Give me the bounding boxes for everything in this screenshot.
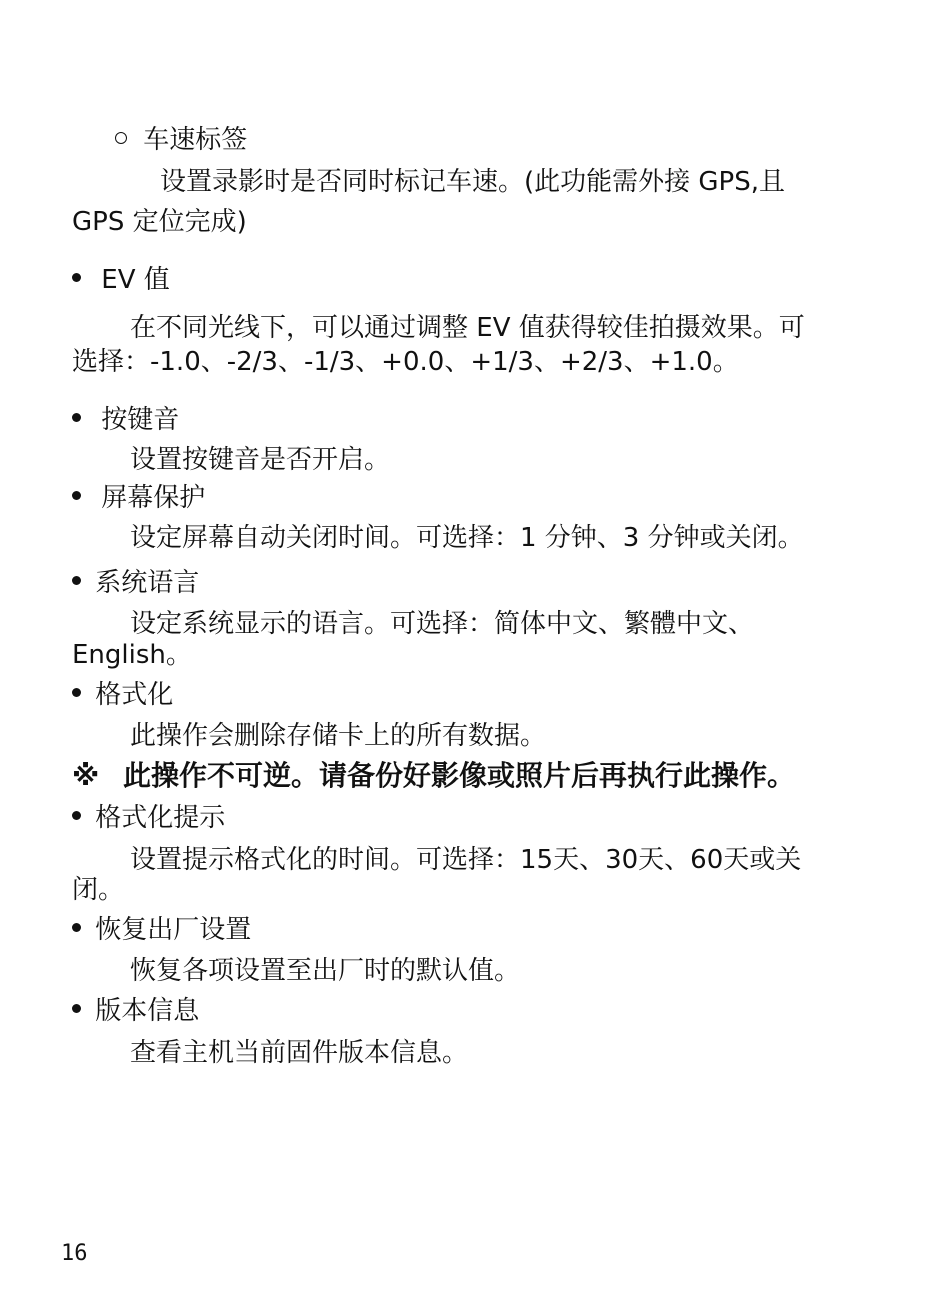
bullet-icon	[72, 576, 81, 585]
section-ev	[72, 264, 170, 296]
key-tone-desc: 设置按键音是否开启。	[130, 445, 391, 475]
format-warning	[72, 760, 795, 792]
version-title: 版本信息	[95, 996, 200, 1026]
section-key-tone	[72, 404, 179, 436]
bullet-icon	[72, 811, 81, 820]
sub-item-speed-label	[115, 124, 247, 156]
factory-reset-desc: 恢复各项设置至出厂时的默认值。	[130, 956, 521, 986]
hollow-bullet-icon	[115, 132, 127, 144]
factory-reset-title: 恢复出厂设置	[95, 915, 252, 945]
ev-title: EV 值	[101, 265, 170, 295]
bullet-icon	[72, 413, 81, 422]
reference-mark-icon: ※	[72, 759, 100, 792]
format-title: 格式化	[95, 680, 174, 710]
speed-label-desc-line1: 设置录影时是否同时标记车速。(此功能需外接 GPS,且	[160, 167, 786, 197]
language-title: 系统语言	[95, 568, 200, 598]
bullet-icon	[72, 923, 81, 932]
section-format-reminder	[72, 802, 225, 834]
section-version	[72, 995, 199, 1027]
section-screen-saver	[72, 482, 205, 514]
page-number: 16	[61, 1241, 88, 1266]
bullet-icon	[72, 491, 81, 500]
language-desc-line2: English。	[72, 640, 192, 670]
bullet-icon	[72, 1004, 81, 1013]
speed-label-desc-line2: GPS 定位完成)	[72, 207, 247, 237]
screen-saver-desc: 设定屏幕自动关闭时间。可选择：1 分钟、3 分钟或关闭。	[130, 523, 804, 553]
section-format	[72, 679, 173, 711]
format-reminder-title: 格式化提示	[95, 803, 226, 833]
language-desc-line1: 设定系统显示的语言。可选择：简体中文、繁體中文、	[130, 609, 755, 639]
section-language	[72, 567, 199, 599]
format-reminder-desc-line1: 设置提示格式化的时间。可选择：15天、30天、60天或关	[130, 845, 802, 875]
format-warning-text: 此操作不可逆。请备份好影像或照片后再执行此操作。	[122, 759, 795, 792]
format-reminder-desc-line2: 闭。	[72, 875, 125, 905]
bullet-icon	[72, 688, 81, 697]
version-desc: 查看主机当前固件版本信息。	[130, 1038, 469, 1068]
key-tone-title: 按键音	[101, 405, 180, 435]
section-factory-reset	[72, 914, 251, 946]
format-desc: 此操作会删除存储卡上的所有数据。	[130, 721, 547, 751]
bullet-icon	[72, 273, 81, 282]
ev-desc-line1: 在不同光线下，可以通过调整 EV 值获得较佳拍摄效果。可	[130, 313, 805, 343]
speed-label-title: 车速标签	[143, 125, 248, 155]
screen-saver-title: 屏幕保护	[101, 483, 206, 513]
ev-desc-line2: 选择：-1.0、-2/3、-1/3、+0.0、+1/3、+2/3、+1.0。	[72, 347, 739, 377]
